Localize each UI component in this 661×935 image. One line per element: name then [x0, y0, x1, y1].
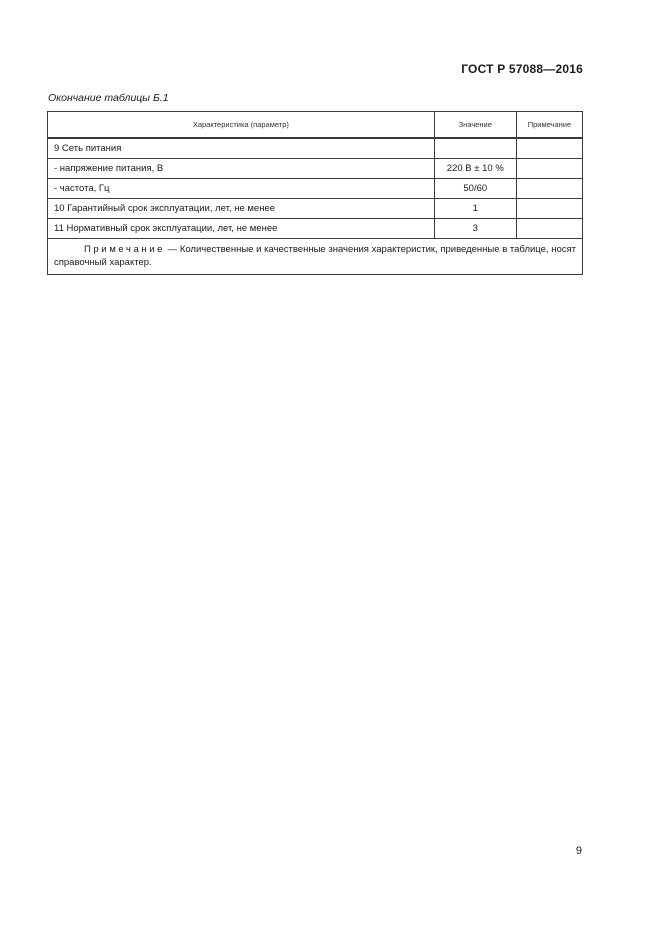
- value-cell: 3: [434, 219, 516, 239]
- param-cell: [48, 179, 435, 199]
- note-cell: [516, 159, 582, 179]
- param-text: 9 Сеть питания: [54, 143, 122, 154]
- note-cell: [516, 199, 582, 219]
- value-cell: 50/60: [434, 179, 516, 199]
- param-text: 11 Нормативный срок эксплуатации, лет, не менее: [54, 223, 278, 234]
- footnote-label: Примечание: [84, 244, 165, 255]
- param-cell: [48, 199, 435, 219]
- table-footnote: [48, 239, 583, 275]
- table-row: [48, 159, 583, 179]
- note-cell: [516, 179, 582, 199]
- column-header-note: Примечание: [516, 112, 582, 139]
- table-caption: Окончание таблицы Б.1: [48, 92, 169, 104]
- table-header-row: [48, 112, 583, 139]
- footnote-text: — Количественные и качественные значения характеристик, приведенные в таблице, носят справочный характер.: [54, 244, 576, 268]
- value-cell: 1: [434, 199, 516, 219]
- characteristics-table: [47, 111, 583, 275]
- param-text: - напряжение питания, В: [54, 163, 164, 174]
- table-row: [48, 179, 583, 199]
- table-footnote-row: [48, 239, 583, 275]
- param-cell: [48, 219, 435, 239]
- param-text: - частота, Гц: [54, 183, 110, 194]
- note-cell: [516, 138, 582, 159]
- column-header-value: Значение: [434, 112, 516, 139]
- page-number: 9: [575, 845, 582, 857]
- column-header-param: Характеристика (параметр): [48, 112, 435, 139]
- table-row: [48, 219, 583, 239]
- document-code: ГОСТ Р 57088—2016: [461, 62, 583, 76]
- value-cell: [434, 138, 516, 159]
- param-cell: [48, 159, 435, 179]
- table-row: [48, 199, 583, 219]
- value-cell: 220 В ± 10 %: [434, 159, 516, 179]
- param-cell: [48, 138, 435, 159]
- param-text: 10 Гарантийный срок эксплуатации, лет, не менее: [54, 203, 276, 214]
- note-cell: [516, 219, 582, 239]
- table-row: [48, 138, 583, 159]
